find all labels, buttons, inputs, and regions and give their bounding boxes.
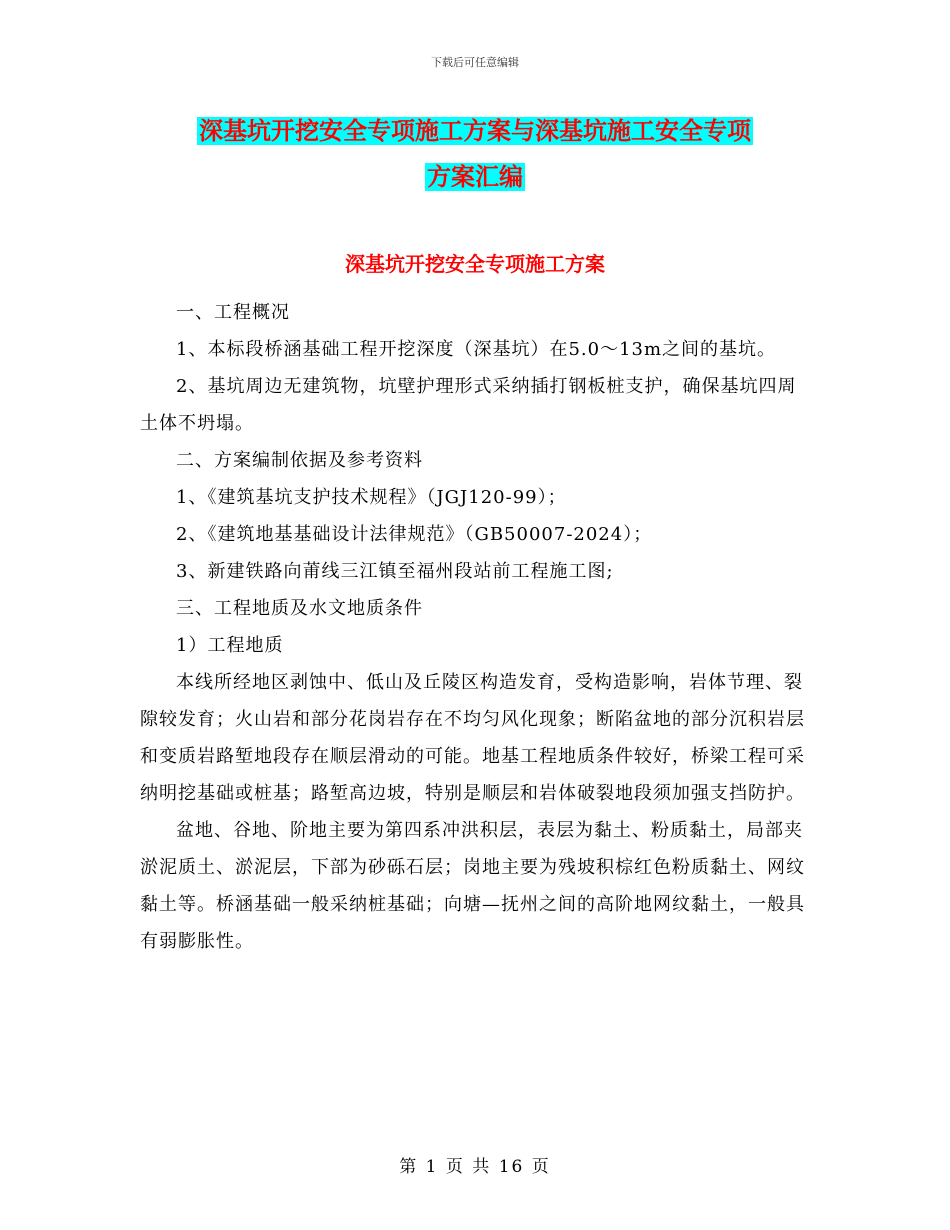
- paragraph: 2、基坑周边无建筑物，坑壁护理形式采纳插打钢板桩支护，确保基坑四周土体不坍塌。: [140, 376, 797, 434]
- document-body: [140, 294, 806, 960]
- page-number: 第 1 页 共 16 页: [399, 1157, 551, 1177]
- document-title: [140, 108, 810, 200]
- heading-basis: 二、方案编制依据及参考资料: [176, 450, 423, 471]
- document-title-line-1: 深基坑开挖安全专项施工方案与深基坑施工安全专项: [199, 117, 751, 145]
- heading-engineering-geology: 1）工程地质: [176, 635, 284, 656]
- paragraph: 2、《建筑地基基础设计法律规范》（GB50007-2024）；: [176, 524, 653, 545]
- heading-project-overview: 一、工程概况: [176, 302, 290, 323]
- paragraph: 3、新建铁路向莆线三江镇至福州段站前工程施工图;: [176, 561, 614, 582]
- section-title: 深基坑开挖安全专项施工方案: [345, 252, 605, 276]
- paragraph: 1、《建筑基坑支护技术规程》（JGJ120-99）；: [176, 487, 567, 508]
- paragraph: 1、本标段桥涵基础工程开挖深度（深基坑）在5.0～13m之间的基坑。: [176, 339, 777, 360]
- heading-geology: 三、工程地质及水文地质条件: [176, 598, 423, 619]
- paragraph: 盆地、谷地、阶地主要为第四系冲洪积层，表层为黏土、粉质黏土，局部夹淤泥质土、淤泥层，下部为砂砾石层；岗地主要为残坡积棕红色粉质黏土、网纹黏土等。桥涵基础一般采纳桩基础；向塘—抚州之间的高阶地网纹黏土，一般具有弱膨胀性。: [140, 820, 805, 952]
- paragraph: 本线所经地区剥蚀中、低山及丘陵区构造发育，受构造影响，岩体节理、裂隙较发育；火山岩和部分花岗岩存在不均匀风化现象；断陷盆地的部分沉积岩层和变质岩路堑地段存在顺层滑动的可能。地基工程地质条件较好，桥梁工程可采纳明挖基础或桩基；路堑高边坡，特别是顺层和岩体破裂地段须加强支挡防护。: [140, 672, 805, 804]
- document-title-line-2: 方案汇编: [427, 163, 523, 191]
- header-note: 下载后可任意编辑: [431, 56, 519, 69]
